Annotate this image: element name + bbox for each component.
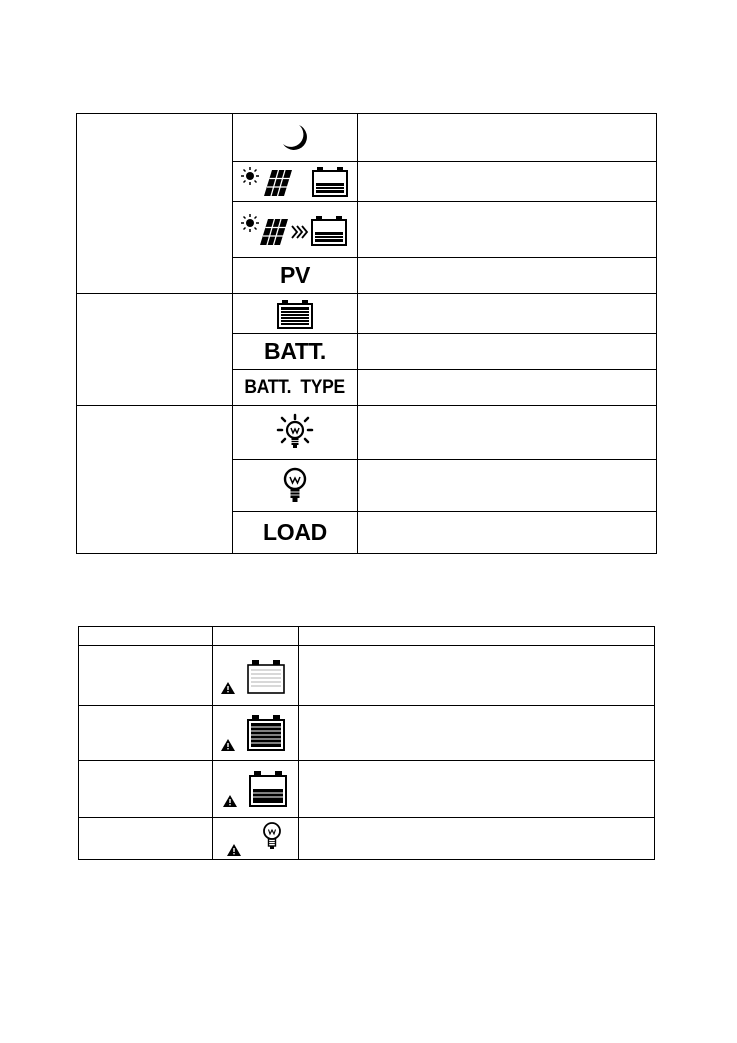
load-on-bulb-icon <box>275 413 315 453</box>
batt-type-label: BATT. TYPE <box>244 376 346 398</box>
icon-cell <box>213 818 299 860</box>
icon-cell <box>233 294 358 334</box>
header-cell <box>299 627 655 646</box>
label-cell <box>79 818 213 860</box>
table-row <box>79 818 655 860</box>
battery-icon <box>312 216 346 245</box>
table-header-row <box>79 627 655 646</box>
warning-icon <box>221 739 235 751</box>
table-row <box>79 761 655 818</box>
icon-cell <box>233 460 358 512</box>
charging-arrows-icon <box>292 226 307 238</box>
status-icon-table <box>76 113 657 554</box>
header-cell <box>79 627 213 646</box>
description-cell <box>358 258 657 294</box>
load-label: LOAD <box>263 518 327 545</box>
battery-full-warning-icon <box>216 713 296 753</box>
icon-cell <box>233 370 358 406</box>
load-off-bulb-icon <box>280 466 310 506</box>
table-row <box>79 706 655 761</box>
icon-cell <box>213 706 299 761</box>
icon-cell <box>233 162 358 202</box>
table-row <box>79 646 655 706</box>
table-row <box>77 406 657 460</box>
icon-cell <box>233 202 358 258</box>
warning-icon <box>227 844 241 856</box>
description-cell <box>358 370 657 406</box>
warning-icon <box>221 682 235 694</box>
table-row <box>77 294 657 334</box>
description-cell <box>358 334 657 370</box>
table-row <box>77 114 657 162</box>
description-cell <box>358 294 657 334</box>
solar-panel-icon <box>264 170 292 196</box>
description-cell <box>358 202 657 258</box>
pv-charging-battery-icon <box>240 213 350 247</box>
icon-cell <box>233 334 358 370</box>
moon-icon <box>280 123 310 153</box>
batt-label: BATT. <box>264 337 326 364</box>
icon-cell <box>233 512 358 554</box>
battery-icon <box>313 167 347 196</box>
description-cell <box>299 761 655 818</box>
description-cell <box>358 114 657 162</box>
group-cell-load <box>77 406 233 554</box>
header-cell <box>213 627 299 646</box>
group-cell-battery <box>77 294 233 406</box>
battery-half-warning-icon <box>216 769 296 809</box>
pv-panel-battery-icon <box>240 166 350 198</box>
sun-icon <box>241 214 259 232</box>
description-cell <box>299 646 655 706</box>
description-cell <box>358 460 657 512</box>
sun-icon <box>241 167 259 185</box>
description-cell <box>358 406 657 460</box>
solar-panel-icon <box>260 219 288 245</box>
label-cell <box>79 646 213 706</box>
warning-icon <box>223 795 237 807</box>
battery-full-icon <box>275 298 315 330</box>
icon-cell <box>233 258 358 294</box>
description-cell <box>299 706 655 761</box>
description-cell <box>358 512 657 554</box>
bulb-warning-icon <box>216 820 296 858</box>
description-cell <box>299 818 655 860</box>
battery-empty-warning-icon <box>216 656 296 696</box>
group-cell-pv <box>77 114 233 294</box>
icon-cell <box>233 406 358 460</box>
pv-label: PV <box>279 261 311 288</box>
fault-icon-table <box>78 626 655 860</box>
icon-cell <box>213 761 299 818</box>
description-cell <box>358 162 657 202</box>
label-cell <box>79 761 213 818</box>
icon-cell <box>233 114 358 162</box>
label-cell <box>79 706 213 761</box>
icon-cell <box>213 646 299 706</box>
